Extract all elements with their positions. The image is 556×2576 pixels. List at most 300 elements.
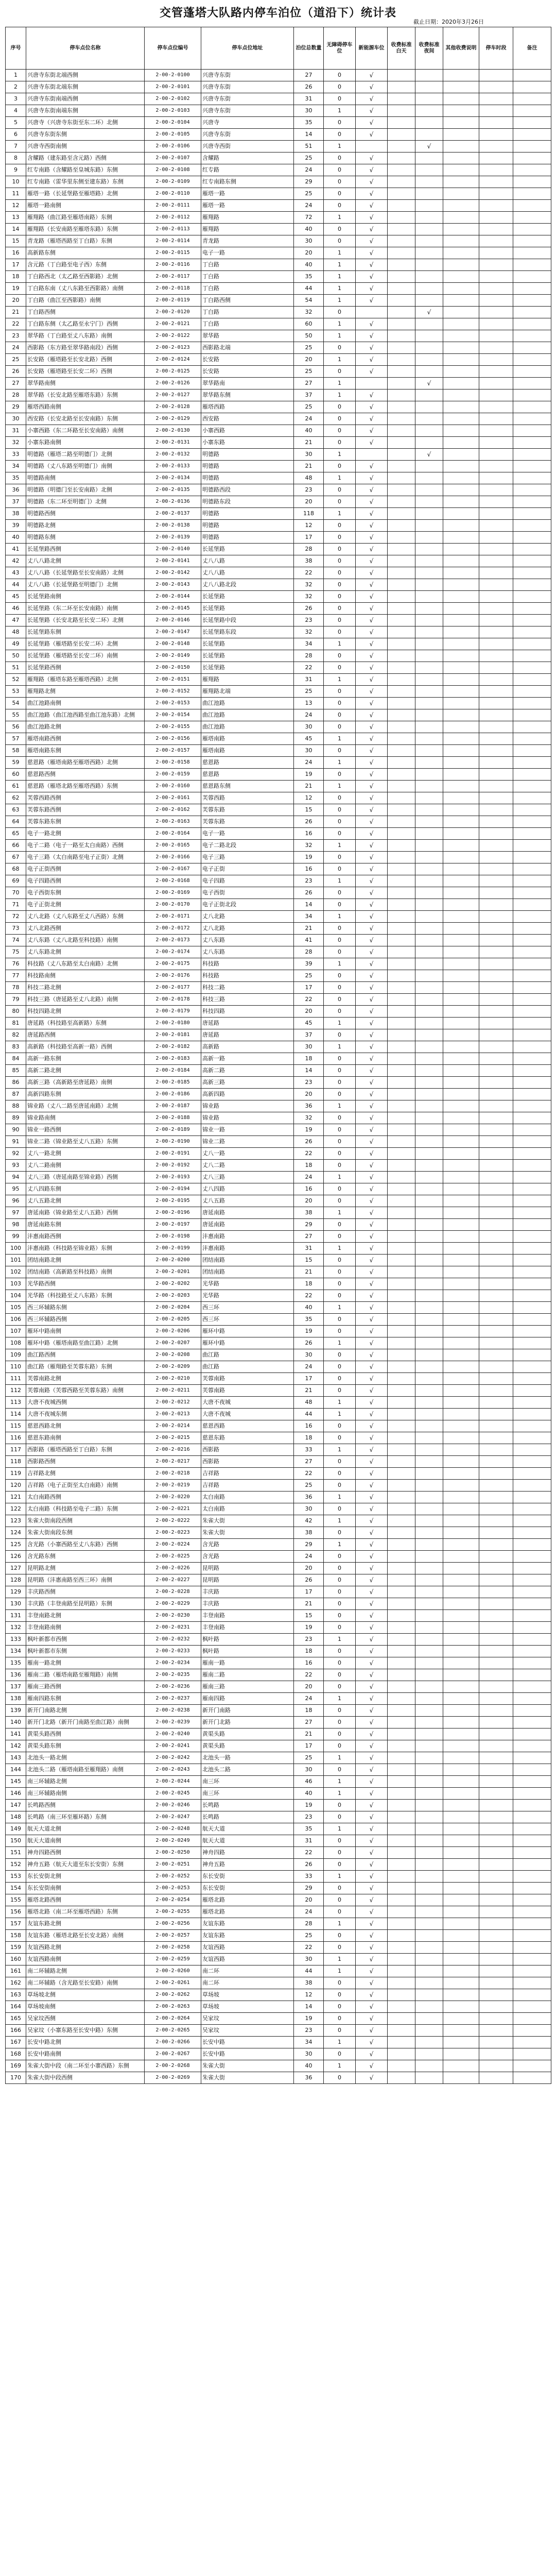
parking-hours-cell: [479, 1883, 513, 1894]
day-rate-cell: [388, 1906, 415, 1918]
location-address-cell: 雁南三路: [201, 1681, 294, 1693]
accessible-spaces-cell: 0: [324, 307, 356, 318]
other-fee-note-cell: [443, 1539, 479, 1551]
other-fee-note-cell: [443, 2001, 479, 2013]
total-spaces-cell: 18: [294, 1705, 324, 1717]
location-code-cell: 2-00-2-0110: [145, 188, 201, 200]
location-address-cell: 雁塔西路: [201, 401, 294, 413]
parking-hours-cell: [479, 2001, 513, 2013]
table-row: [6, 1006, 551, 1018]
night-rate-cell: [415, 318, 443, 330]
new-energy-flag-cell: √: [356, 520, 388, 532]
table-row: [6, 105, 551, 117]
new-energy-flag-cell: √: [356, 259, 388, 271]
row-index-cell: 117: [6, 1444, 26, 1456]
row-index-cell: 140: [6, 1717, 26, 1728]
accessible-spaces-cell: 0: [324, 1089, 356, 1100]
table-row: [6, 1847, 551, 1859]
location-address-cell: 枫叶路: [201, 1646, 294, 1657]
new-energy-flag-cell: √: [356, 1361, 388, 1373]
total-spaces-cell: 32: [294, 840, 324, 852]
location-address-cell: 草场坡: [201, 2001, 294, 2013]
other-fee-note-cell: [443, 93, 479, 105]
column-header: 泊位总数量: [294, 27, 324, 70]
other-fee-note-cell: [443, 1266, 479, 1278]
accessible-spaces-cell: 0: [324, 769, 356, 781]
row-index-cell: 25: [6, 354, 26, 366]
row-index-cell: 100: [6, 1243, 26, 1255]
location-name-cell: 芙蓉东路西侧: [26, 804, 145, 816]
table-row: [6, 1337, 551, 1349]
location-name-cell: 唐延路西侧: [26, 1029, 145, 1041]
new-energy-flag-cell: √: [356, 958, 388, 970]
other-fee-note-cell: [443, 1041, 479, 1053]
location-name-cell: 太白南路（科技路至电子二路）东侧: [26, 1503, 145, 1515]
day-rate-cell: [388, 1598, 415, 1610]
location-code-cell: 2-00-2-0185: [145, 1077, 201, 1089]
parking-hours-cell: [479, 1515, 513, 1527]
night-rate-cell: [415, 1847, 443, 1859]
new-energy-flag-cell: √: [356, 1586, 388, 1598]
total-spaces-cell: 40: [294, 1788, 324, 1800]
day-rate-cell: [388, 508, 415, 520]
location-code-cell: 2-00-2-0101: [145, 81, 201, 93]
night-rate-cell: [415, 81, 443, 93]
total-spaces-cell: 28: [294, 544, 324, 555]
location-address-cell: 明德路: [201, 508, 294, 520]
parking-hours-cell: [479, 1740, 513, 1752]
total-spaces-cell: 30: [294, 449, 324, 461]
night-rate-cell: [415, 295, 443, 307]
row-index-cell: 37: [6, 496, 26, 508]
night-rate-cell: [415, 1574, 443, 1586]
location-address-cell: 慈恩路: [201, 769, 294, 781]
night-rate-cell: [415, 1657, 443, 1669]
accessible-spaces-cell: 1: [324, 1965, 356, 1977]
other-fee-note-cell: [443, 721, 479, 733]
day-rate-cell: [388, 591, 415, 603]
row-index-cell: 105: [6, 1302, 26, 1314]
parking-hours-cell: [479, 1112, 513, 1124]
row-index-cell: 64: [6, 816, 26, 828]
location-code-cell: 2-00-2-0223: [145, 1527, 201, 1539]
location-code-cell: 2-00-2-0228: [145, 1586, 201, 1598]
parking-hours-cell: [479, 1148, 513, 1160]
row-index-cell: 20: [6, 295, 26, 307]
other-fee-note-cell: [443, 1480, 479, 1492]
location-code-cell: 2-00-2-0198: [145, 1231, 201, 1243]
row-index-cell: 76: [6, 958, 26, 970]
other-fee-note-cell: [443, 1811, 479, 1823]
total-spaces-cell: 30: [294, 2048, 324, 2060]
night-rate-cell: [415, 1551, 443, 1563]
location-address-cell: 枫叶路: [201, 1634, 294, 1646]
new-energy-flag-cell: √: [356, 1077, 388, 1089]
row-index-cell: 116: [6, 1432, 26, 1444]
day-rate-cell: [388, 224, 415, 235]
location-address-cell: 慈恩路: [201, 757, 294, 769]
other-fee-note-cell: [443, 235, 479, 247]
location-name-cell: 西影路（东方路至翠华路南段）西侧: [26, 342, 145, 354]
remark-cell: [513, 81, 551, 93]
location-name-cell: 吴家坟（小寨东路至长安中路）东侧: [26, 2025, 145, 2037]
parking-hours-cell: [479, 674, 513, 686]
location-address-cell: 电子正街: [201, 863, 294, 875]
accessible-spaces-cell: 1: [324, 1207, 356, 1219]
parking-hours-cell: [479, 828, 513, 840]
total-spaces-cell: 30: [294, 1349, 324, 1361]
row-index-cell: 71: [6, 899, 26, 911]
new-energy-flag-cell: √: [356, 1646, 388, 1657]
day-rate-cell: [388, 164, 415, 176]
row-index-cell: 40: [6, 532, 26, 544]
total-spaces-cell: 26: [294, 1337, 324, 1349]
location-name-cell: 丈八北路（丈八东路至丈八西路）东侧: [26, 911, 145, 923]
remark-cell: [513, 1172, 551, 1183]
remark-cell: [513, 567, 551, 579]
row-index-cell: 150: [6, 1835, 26, 1847]
accessible-spaces-cell: 0: [324, 1219, 356, 1231]
new-energy-flag-cell: √: [356, 1124, 388, 1136]
row-index-cell: 30: [6, 413, 26, 425]
accessible-spaces-cell: 0: [324, 1077, 356, 1089]
other-fee-note-cell: [443, 1823, 479, 1835]
day-rate-cell: [388, 141, 415, 152]
location-code-cell: 2-00-2-0178: [145, 994, 201, 1006]
night-rate-cell: [415, 1302, 443, 1314]
location-name-cell: 慈恩路（雁塔南路至雁塔西路）北侧: [26, 757, 145, 769]
location-name-cell: 含耀路（建东路至含元路）西侧: [26, 152, 145, 164]
location-code-cell: 2-00-2-0151: [145, 674, 201, 686]
row-index-cell: 82: [6, 1029, 26, 1041]
total-spaces-cell: 28: [294, 1918, 324, 1930]
table-row: [6, 1752, 551, 1764]
remark-cell: [513, 1752, 551, 1764]
day-rate-cell: [388, 1634, 415, 1646]
new-energy-flag-cell: √: [356, 247, 388, 259]
remark-cell: [513, 117, 551, 129]
remark-cell: [513, 686, 551, 698]
new-energy-flag-cell: √: [356, 626, 388, 638]
parking-hours-cell: [479, 638, 513, 650]
location-address-cell: 长延堡路中段: [201, 615, 294, 626]
row-index-cell: 33: [6, 449, 26, 461]
total-spaces-cell: 50: [294, 330, 324, 342]
other-fee-note-cell: [443, 1717, 479, 1728]
other-fee-note-cell: [443, 1930, 479, 1942]
accessible-spaces-cell: 0: [324, 1717, 356, 1728]
night-rate-cell: [415, 1349, 443, 1361]
location-address-cell: 曲江池路: [201, 709, 294, 721]
location-name-cell: 明德路南侧: [26, 472, 145, 484]
row-index-cell: 127: [6, 1563, 26, 1574]
new-energy-flag-cell: √: [356, 1705, 388, 1717]
parking-hours-cell: [479, 1586, 513, 1598]
other-fee-note-cell: [443, 1740, 479, 1752]
accessible-spaces-cell: 0: [324, 591, 356, 603]
location-address-cell: 雁翔路: [201, 674, 294, 686]
night-rate-cell: [415, 935, 443, 946]
night-rate-cell: [415, 1693, 443, 1705]
location-code-cell: 2-00-2-0203: [145, 1290, 201, 1302]
location-code-cell: 2-00-2-0206: [145, 1326, 201, 1337]
total-spaces-cell: 37: [294, 1029, 324, 1041]
location-name-cell: 芙蓉南路北侧: [26, 1373, 145, 1385]
location-code-cell: 2-00-2-0194: [145, 1183, 201, 1195]
other-fee-note-cell: [443, 176, 479, 188]
day-rate-cell: [388, 378, 415, 389]
other-fee-note-cell: [443, 1527, 479, 1539]
location-address-cell: 长安路: [201, 366, 294, 378]
location-address-cell: 丁白路西侧: [201, 295, 294, 307]
day-rate-cell: [388, 875, 415, 887]
night-rate-cell: [415, 532, 443, 544]
day-rate-cell: [388, 1823, 415, 1835]
location-name-cell: 丰庆路（丰登南路至昆明路）东侧: [26, 1598, 145, 1610]
remark-cell: [513, 1053, 551, 1065]
table-row: [6, 1266, 551, 1278]
accessible-spaces-cell: 0: [324, 1942, 356, 1954]
table-row: [6, 863, 551, 875]
table-row: [6, 615, 551, 626]
night-rate-cell: [415, 1515, 443, 1527]
parking-hours-cell: [479, 259, 513, 271]
parking-hours-cell: [479, 1018, 513, 1029]
table-row: [6, 401, 551, 413]
new-energy-flag-cell: √: [356, 1527, 388, 1539]
table-row: [6, 1728, 551, 1740]
remark-cell: [513, 662, 551, 674]
parking-hours-cell: [479, 721, 513, 733]
location-address-cell: 南三环: [201, 1788, 294, 1800]
table-row: [6, 1480, 551, 1492]
location-name-cell: 芙蓉南路（芙蓉西路至芙蓉东路）南侧: [26, 1385, 145, 1397]
accessible-spaces-cell: 0: [324, 1740, 356, 1752]
table-row: [6, 544, 551, 555]
row-index-cell: 124: [6, 1527, 26, 1539]
remark-cell: [513, 259, 551, 271]
accessible-spaces-cell: 0: [324, 1183, 356, 1195]
table-row: [6, 899, 551, 911]
night-rate-cell: [415, 579, 443, 591]
total-spaces-cell: 18: [294, 1432, 324, 1444]
accessible-spaces-cell: 1: [324, 638, 356, 650]
location-code-cell: 2-00-2-0131: [145, 437, 201, 449]
total-spaces-cell: 22: [294, 1942, 324, 1954]
total-spaces-cell: 26: [294, 81, 324, 93]
remark-cell: [513, 2060, 551, 2072]
location-name-cell: 雁南四路东侧: [26, 1693, 145, 1705]
other-fee-note-cell: [443, 1207, 479, 1219]
location-address-cell: 昆明路: [201, 1574, 294, 1586]
row-index-cell: 152: [6, 1859, 26, 1871]
location-code-cell: 2-00-2-0137: [145, 508, 201, 520]
row-index-cell: 10: [6, 176, 26, 188]
location-code-cell: 2-00-2-0227: [145, 1574, 201, 1586]
table-row: [6, 958, 551, 970]
location-code-cell: 2-00-2-0158: [145, 757, 201, 769]
night-rate-cell: [415, 994, 443, 1006]
table-row: [6, 603, 551, 615]
new-energy-flag-cell: √: [356, 769, 388, 781]
location-address-cell: 翠华路东侧: [201, 389, 294, 401]
total-spaces-cell: 44: [294, 1409, 324, 1420]
other-fee-note-cell: [443, 1136, 479, 1148]
table-row: [6, 591, 551, 603]
new-energy-flag-cell: √: [356, 496, 388, 508]
parking-hours-cell: [479, 1930, 513, 1942]
other-fee-note-cell: [443, 792, 479, 804]
row-index-cell: 130: [6, 1598, 26, 1610]
location-code-cell: 2-00-2-0136: [145, 496, 201, 508]
total-spaces-cell: 21: [294, 1385, 324, 1397]
other-fee-note-cell: [443, 1290, 479, 1302]
location-name-cell: 科技二路北侧: [26, 982, 145, 994]
location-name-cell: 雁塔南路西侧: [26, 733, 145, 745]
location-name-cell: 明德路（明德门至长安南路）北侧: [26, 484, 145, 496]
table-row: [6, 887, 551, 899]
location-code-cell: 2-00-2-0264: [145, 2013, 201, 2025]
remark-cell: [513, 378, 551, 389]
remark-cell: [513, 1337, 551, 1349]
location-code-cell: 2-00-2-0211: [145, 1385, 201, 1397]
night-rate-cell: [415, 212, 443, 224]
new-energy-flag-cell: √: [356, 1823, 388, 1835]
night-rate-cell: [415, 1207, 443, 1219]
location-code-cell: 2-00-2-0253: [145, 1883, 201, 1894]
column-header: 收费标准夜间: [415, 27, 443, 70]
new-energy-flag-cell: √: [356, 1326, 388, 1337]
accessible-spaces-cell: 0: [324, 224, 356, 235]
parking-hours-cell: [479, 686, 513, 698]
location-address-cell: 长延堡路: [201, 603, 294, 615]
parking-hours-cell: [479, 1468, 513, 1480]
location-name-cell: 明德路东侧: [26, 532, 145, 544]
location-address-cell: 小寨东路: [201, 437, 294, 449]
column-header: 停车点位编号: [145, 27, 201, 70]
day-rate-cell: [388, 1527, 415, 1539]
row-index-cell: 170: [6, 2072, 26, 2084]
location-address-cell: 明德路东段: [201, 496, 294, 508]
day-rate-cell: [388, 1231, 415, 1243]
location-address-cell: 雁南二路: [201, 1669, 294, 1681]
other-fee-note-cell: [443, 1693, 479, 1705]
other-fee-note-cell: [443, 567, 479, 579]
location-name-cell: 丈八一路北侧: [26, 1148, 145, 1160]
total-spaces-cell: 60: [294, 318, 324, 330]
location-address-cell: 草场坡: [201, 1989, 294, 2001]
remark-cell: [513, 1373, 551, 1385]
location-code-cell: 2-00-2-0154: [145, 709, 201, 721]
remark-cell: [513, 1918, 551, 1930]
day-rate-cell: [388, 425, 415, 437]
location-name-cell: 电子西街东侧: [26, 887, 145, 899]
day-rate-cell: [388, 1800, 415, 1811]
other-fee-note-cell: [443, 508, 479, 520]
parking-hours-cell: [479, 579, 513, 591]
day-rate-cell: [388, 1029, 415, 1041]
table-row: [6, 141, 551, 152]
total-spaces-cell: 26: [294, 1574, 324, 1586]
location-address-cell: 南三环: [201, 1776, 294, 1788]
other-fee-note-cell: [443, 662, 479, 674]
location-code-cell: 2-00-2-0105: [145, 129, 201, 141]
location-name-cell: 曲江池路南侧: [26, 698, 145, 709]
row-index-cell: 162: [6, 1977, 26, 1989]
other-fee-note-cell: [443, 958, 479, 970]
remark-cell: [513, 1385, 551, 1397]
total-spaces-cell: 34: [294, 911, 324, 923]
total-spaces-cell: 16: [294, 863, 324, 875]
location-code-cell: 2-00-2-0229: [145, 1598, 201, 1610]
location-address-cell: 西影路: [201, 1444, 294, 1456]
night-rate-cell: [415, 1314, 443, 1326]
total-spaces-cell: 17: [294, 1373, 324, 1385]
table-row: [6, 1693, 551, 1705]
row-index-cell: 154: [6, 1883, 26, 1894]
accessible-spaces-cell: 0: [324, 1029, 356, 1041]
other-fee-note-cell: [443, 117, 479, 129]
location-address-cell: 朱雀大街: [201, 1515, 294, 1527]
night-rate-cell: [415, 1077, 443, 1089]
location-name-cell: 含元路（丁白路至电子西）东侧: [26, 259, 145, 271]
total-spaces-cell: 28: [294, 650, 324, 662]
row-index-cell: 88: [6, 1100, 26, 1112]
location-name-cell: 丈八四路东侧: [26, 1183, 145, 1195]
new-energy-flag-cell: √: [356, 1243, 388, 1255]
row-index-cell: 131: [6, 1610, 26, 1622]
day-rate-cell: [388, 259, 415, 271]
location-address-cell: 芙蓉东路: [201, 804, 294, 816]
parking-hours-cell: [479, 946, 513, 958]
parking-hours-cell: [479, 958, 513, 970]
new-energy-flag-cell: √: [356, 1776, 388, 1788]
location-address-cell: 电子二路北段: [201, 840, 294, 852]
location-code-cell: 2-00-2-0171: [145, 911, 201, 923]
table-row: [6, 1124, 551, 1136]
new-energy-flag-cell: √: [356, 1918, 388, 1930]
table-row: [6, 875, 551, 887]
night-rate-cell: [415, 1752, 443, 1764]
table-row: [6, 1918, 551, 1930]
night-rate-cell: [415, 626, 443, 638]
other-fee-note-cell: [443, 603, 479, 615]
new-energy-flag-cell: √: [356, 686, 388, 698]
location-name-cell: 长延堡路南侧: [26, 591, 145, 603]
location-code-cell: 2-00-2-0207: [145, 1337, 201, 1349]
table-row: [6, 2013, 551, 2025]
new-energy-flag-cell: √: [356, 757, 388, 769]
row-index-cell: 107: [6, 1326, 26, 1337]
row-index-cell: 135: [6, 1657, 26, 1669]
accessible-spaces-cell: 1: [324, 295, 356, 307]
parking-hours-cell: [479, 994, 513, 1006]
night-rate-cell: [415, 1610, 443, 1622]
remark-cell: [513, 1160, 551, 1172]
day-rate-cell: [388, 1646, 415, 1657]
location-code-cell: 2-00-2-0174: [145, 946, 201, 958]
table-row: [6, 1231, 551, 1243]
remark-cell: [513, 141, 551, 152]
remark-cell: [513, 283, 551, 295]
table-row: [6, 1385, 551, 1397]
location-address-cell: 兴唐寺东街: [201, 105, 294, 117]
other-fee-note-cell: [443, 484, 479, 496]
remark-cell: [513, 247, 551, 259]
accessible-spaces-cell: 1: [324, 1539, 356, 1551]
day-rate-cell: [388, 1480, 415, 1492]
table-row: [6, 152, 551, 164]
